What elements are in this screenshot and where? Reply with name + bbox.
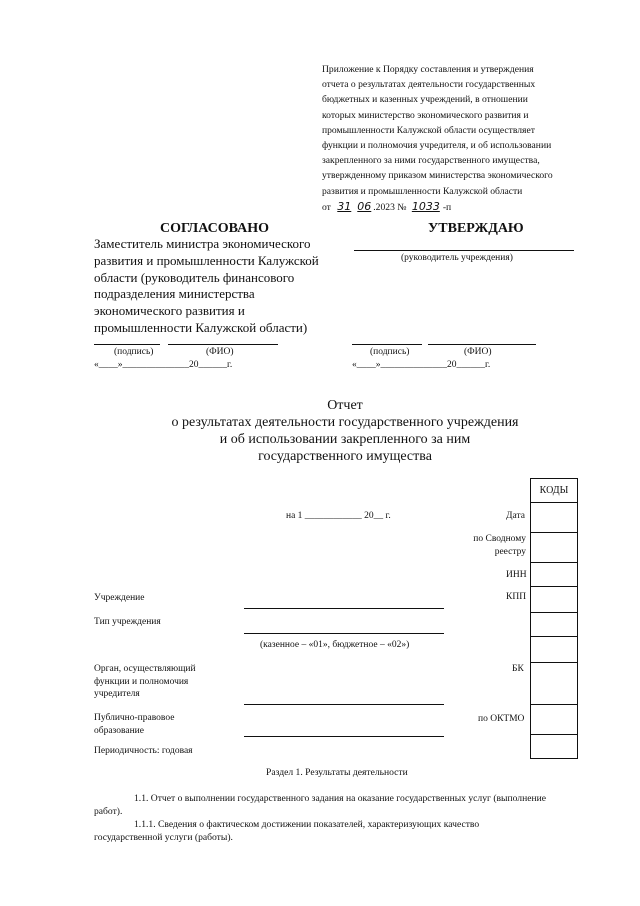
code-cell-inn[interactable] (531, 563, 578, 587)
position-line: развития и промышленности Калужской (94, 252, 319, 268)
svod-label (460, 533, 526, 559)
inst-type-label: Тип учреждения (94, 617, 161, 627)
title-line: государственного имущества (258, 449, 432, 464)
appendix-line: функции и полномочия учредителя, и об использовании (322, 140, 552, 152)
head-label: (руководитель учреждения) (401, 253, 513, 263)
report-title (0, 397, 640, 465)
code-cell-bk[interactable] (531, 663, 578, 705)
section-heading: Раздел 1. Результаты деятельности (266, 767, 408, 778)
date-year: .2023 № (373, 201, 407, 213)
code-cell-extra[interactable] (531, 637, 578, 663)
kpp-label: КПП (506, 592, 527, 602)
public-entity-line: Публично-правовое (94, 713, 175, 723)
appendix-line: отчета о результатах деятельности государственных (322, 79, 536, 91)
code-cell-type[interactable] (531, 613, 578, 637)
left-name-label: (ФИО) (206, 347, 234, 357)
founder-input-line[interactable] (244, 704, 444, 705)
position-line: промышленности Калужской области) (94, 319, 308, 335)
svod-label-line: реестру (494, 547, 526, 557)
left-name-line[interactable] (168, 344, 278, 345)
appendix-line: бюджетных и казенных учреждений, в отношении (322, 94, 528, 106)
inst-type-hint: (казенное – «01», бюджетное – «02») (260, 640, 410, 650)
appendix-line: промышленности Калужской области осуществляет (322, 124, 535, 136)
paragraph-line: государственной услуги (работы). (94, 832, 233, 843)
position-line: области (руководитель финансового (94, 269, 295, 285)
approve-heading: УТВЕРЖДАЮ (428, 221, 524, 236)
left-date-line[interactable]: «____»______________20______г. (94, 360, 233, 370)
codes-table (530, 478, 578, 759)
code-cell-kpp[interactable] (531, 587, 578, 613)
inst-type-input-line[interactable] (244, 633, 444, 634)
appendix-line: которых министерство экономического развития и (322, 109, 529, 121)
head-signature-line[interactable] (354, 250, 574, 251)
deputy-position (94, 236, 354, 337)
institution-input-line[interactable] (244, 608, 444, 609)
founder-line: Орган, осуществляющий (94, 664, 196, 674)
code-cell-periodicity[interactable] (531, 735, 578, 759)
appendix-line: Приложение к Порядку составления и утверждения (322, 64, 534, 75)
handwritten-month: 06 (357, 199, 372, 213)
public-entity-input-line[interactable] (244, 736, 444, 737)
appendix-line: утвержденному приказом министерства экономического (322, 170, 553, 182)
handwritten-number: 1033 (411, 199, 440, 213)
section-paragraph-1 (94, 792, 602, 818)
code-cell-oktmo[interactable] (531, 705, 578, 735)
right-name-label: (ФИО) (464, 347, 492, 357)
paragraph-line: 1.1. Отчет о выполнении государственного задания на оказание государственных услуг (выполнение (134, 793, 547, 804)
appendix-note (322, 62, 590, 215)
institution-label: Учреждение (94, 593, 145, 603)
date-prefix: от (322, 201, 331, 213)
codes-header: КОДЫ (531, 479, 578, 503)
founder-label (94, 663, 196, 701)
date-label: Дата (506, 511, 525, 521)
bk-label: БК (512, 664, 524, 674)
founder-line: учредителя (94, 689, 140, 699)
right-signature-line[interactable] (352, 344, 422, 345)
periodicity-label: Периодичность: годовая (94, 746, 193, 756)
section-paragraph-2 (94, 818, 602, 844)
approved-heading: СОГЛАСОВАНО (160, 221, 269, 236)
right-name-line[interactable] (428, 344, 536, 345)
doc-suffix: -п (442, 201, 452, 213)
right-signature-label: (подпись) (370, 347, 410, 357)
paragraph-line: 1.1.1. Сведения о фактическом достижении показателей, характеризующих качество (134, 819, 480, 830)
position-line: подразделения министерства (94, 286, 255, 302)
appendix-date-line (322, 199, 590, 215)
report-date-field[interactable]: на 1 ____________ 20__ г. (286, 511, 391, 521)
code-cell-svod[interactable] (531, 533, 578, 563)
svod-label-line: по Сводному (473, 534, 526, 544)
title-line: о результатах деятельности государственного учреждения (171, 415, 519, 430)
appendix-line: развития и промышленности Калужской области (322, 185, 523, 197)
appendix-line: закрепленного за ними государственного имущества, (322, 155, 540, 167)
code-cell-date[interactable] (531, 503, 578, 533)
founder-line: функции и полномочия (94, 676, 189, 687)
public-entity-line: образование (94, 725, 144, 736)
title-line: и об использовании закрепленного за ним (219, 432, 471, 447)
position-line: Заместитель министра экономического (94, 236, 311, 251)
public-entity-label (94, 712, 174, 737)
title-line: Отчет (327, 398, 363, 413)
handwritten-day: 31 (337, 199, 352, 213)
position-line: экономического развития и (94, 303, 245, 319)
left-signature-line[interactable] (94, 344, 160, 345)
oktmo-label: по ОКТМО (478, 714, 525, 724)
right-date-line[interactable]: «____»______________20______г. (352, 360, 491, 370)
left-signature-label: (подпись) (114, 347, 154, 357)
paragraph-line: работ). (94, 806, 123, 817)
inn-label: ИНН (506, 570, 527, 580)
